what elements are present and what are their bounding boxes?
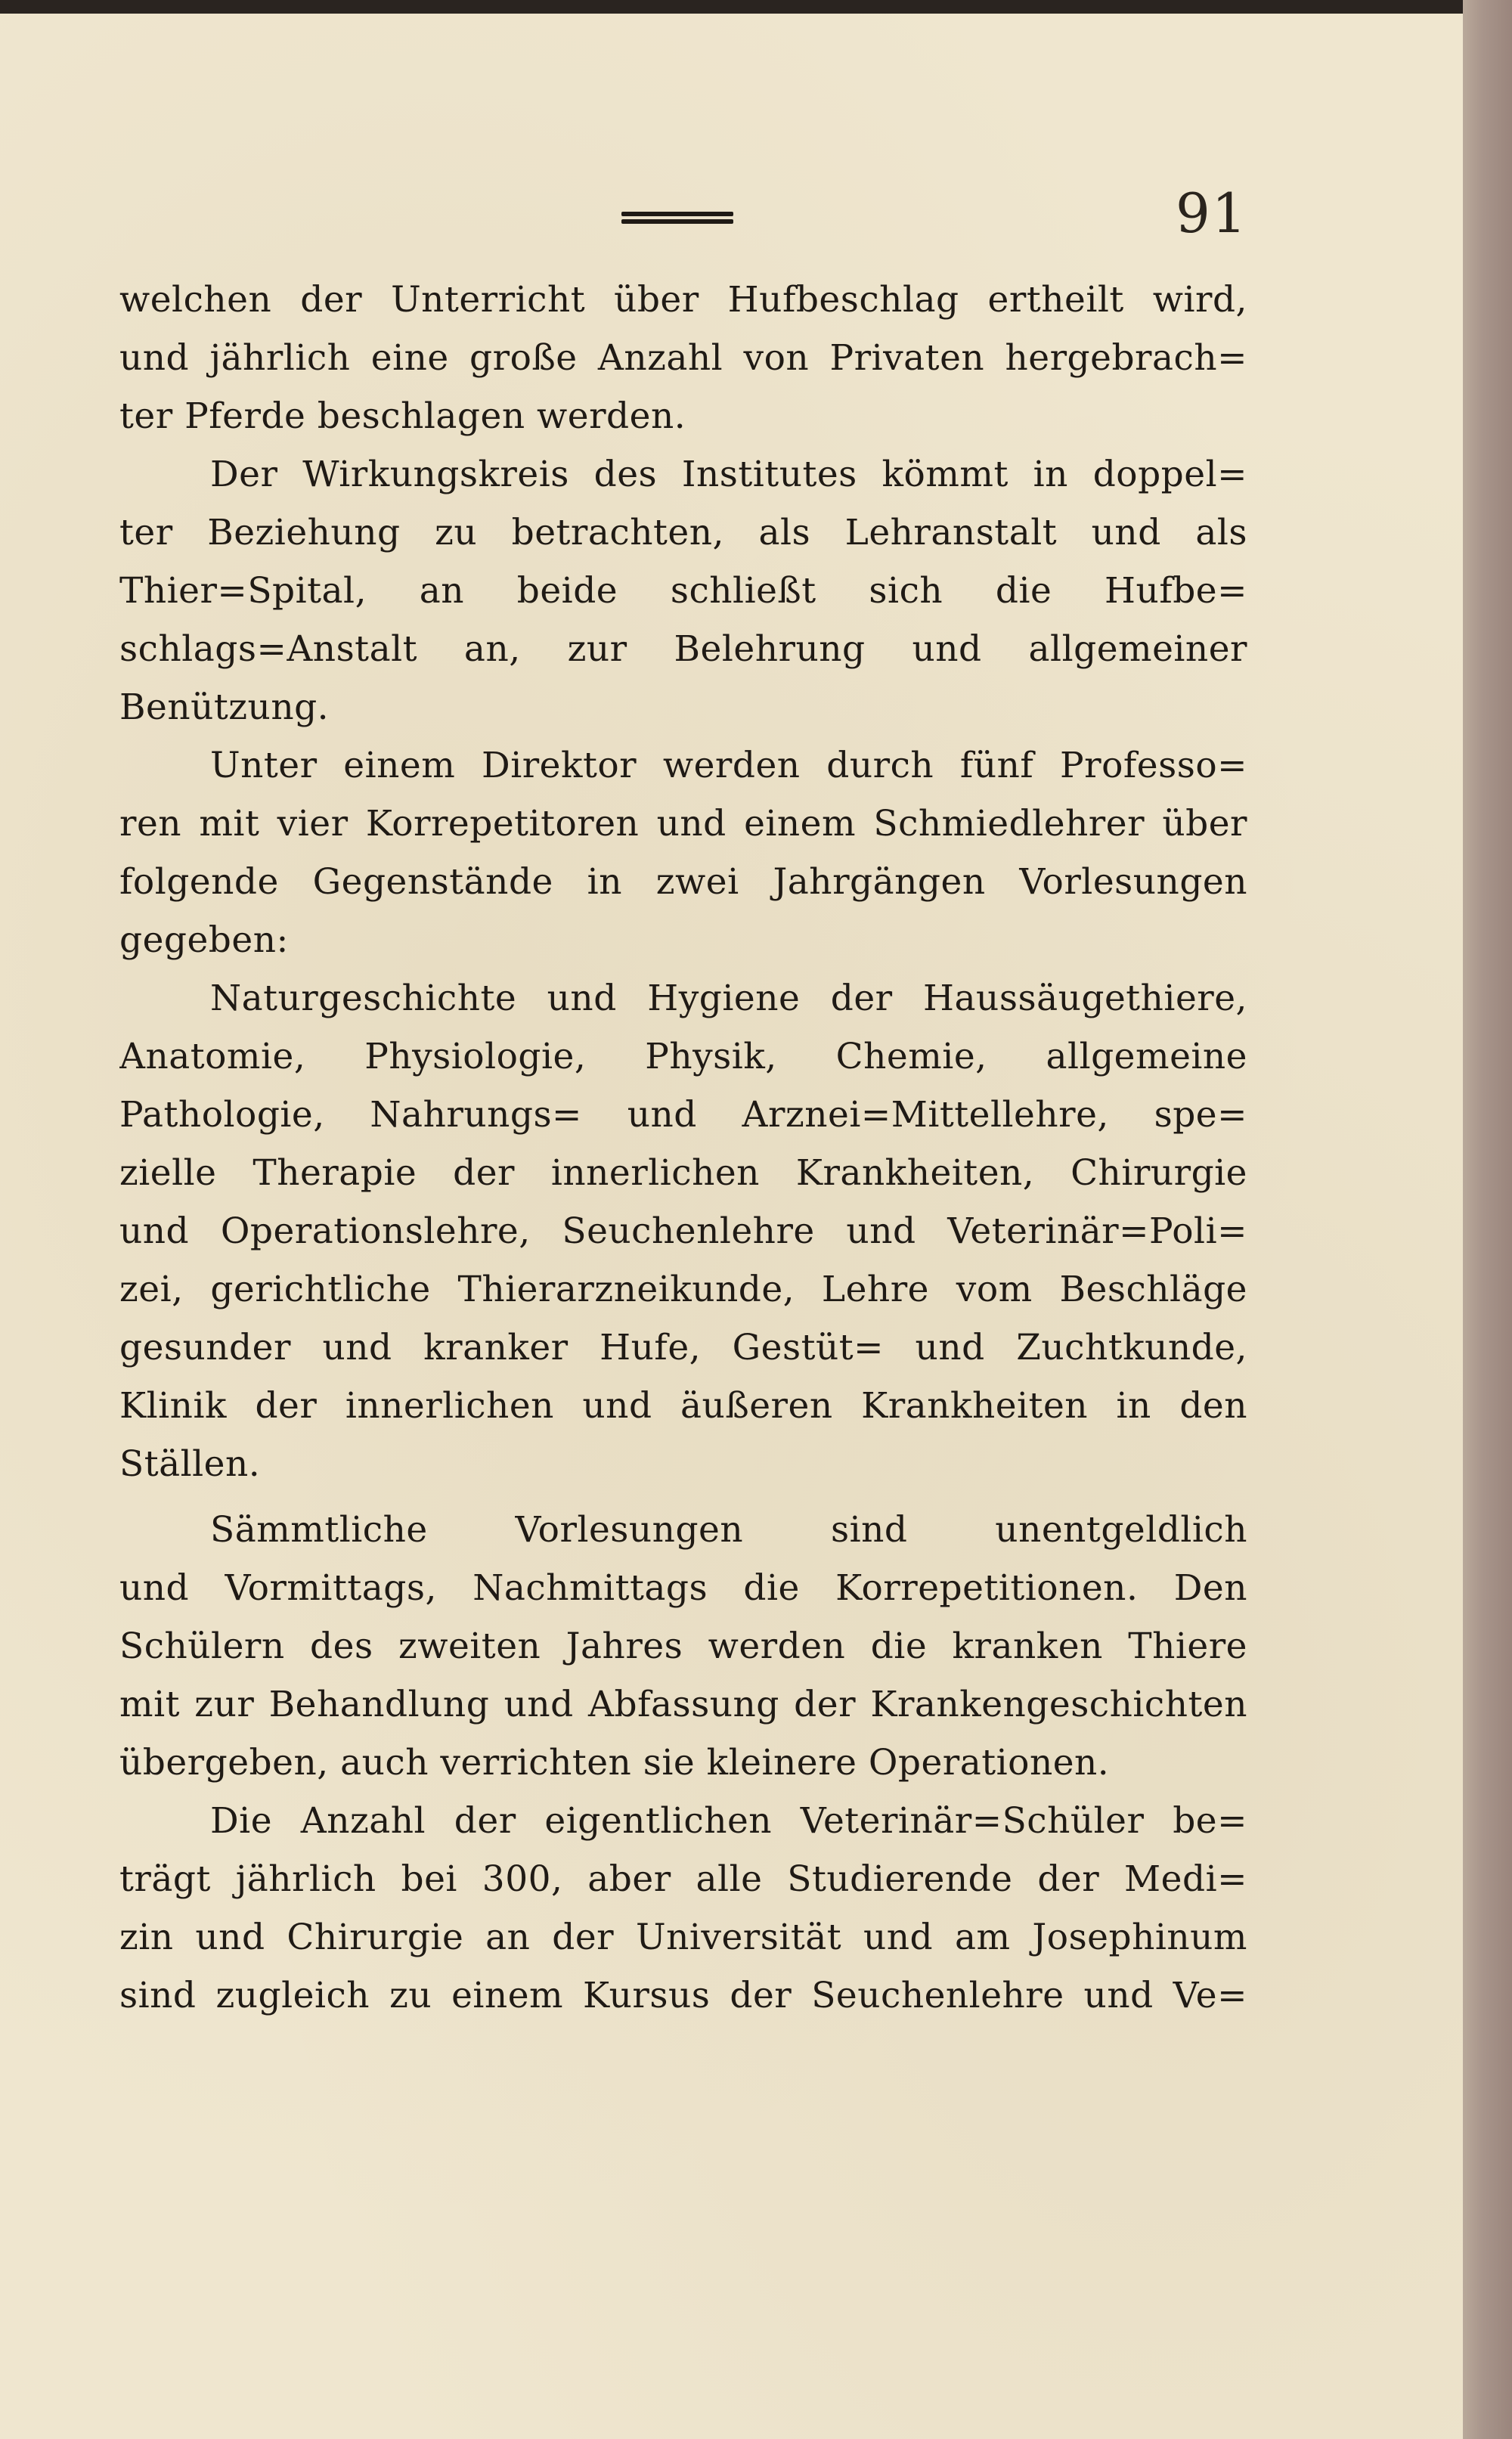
- text-line: und Vormittags, Nachmittags die Korrepetitionen. Den: [119, 1567, 1247, 1609]
- text-line: Klinik der innerlichen und äußeren Krankheiten in den: [119, 1385, 1247, 1427]
- text-line: zielle Therapie der innerlichen Krankheiten, Chirurgie: [119, 1152, 1247, 1194]
- text-line: Anatomie, Physiologie, Physik, Chemie, allgemeine: [119, 1036, 1247, 1077]
- text-line: übergeben, auch verrichten sie kleinere Operationen.: [119, 1742, 1110, 1784]
- text-line: gegeben:: [119, 919, 289, 961]
- text-line: und jährlich eine große Anzahl von Privaten hergebrach=: [119, 337, 1247, 379]
- text-line: zei, gerichtliche Thierarzneikunde, Lehre vom Beschläge: [119, 1269, 1247, 1310]
- text-line: Thier=Spital, an beide schließt sich die Hufbe=: [119, 570, 1247, 612]
- body-text: [119, 271, 1247, 2025]
- text-line: Naturgeschichte und Hygiene der Haussäugethiere,: [210, 978, 1247, 1019]
- text-line: ter Beziehung zu betrachten, als Lehranstalt und als: [119, 512, 1247, 553]
- text-line: und Operationslehre, Seuchenlehre und Veterinär=Poli=: [119, 1210, 1247, 1252]
- text-line: Sämmtliche Vorlesungen sind unentgeldlich: [210, 1509, 1247, 1551]
- text-line: mit zur Behandlung und Abfassung der Krankengeschichten: [119, 1684, 1247, 1725]
- text-line: Schülern des zweiten Jahres werden die kranken Thiere: [119, 1625, 1247, 1667]
- text-line: Unter einem Direktor werden durch fünf Professo=: [210, 745, 1247, 786]
- book-gutter-edge: [1463, 0, 1512, 2439]
- page-number: 91: [1176, 181, 1248, 245]
- text-line: Die Anzahl der eigentlichen Veterinär=Schüler be=: [210, 1800, 1247, 1842]
- text-line: zin und Chirurgie an der Universität und am Josephinum: [119, 1917, 1247, 1958]
- text-line: folgende Gegenstände in zwei Jahrgängen Vorlesungen: [119, 861, 1247, 903]
- text-line: Der Wirkungskreis des Institutes kömmt in doppel=: [210, 454, 1247, 495]
- text-line: schlags=Anstalt an, zur Belehrung und allgemeiner: [119, 628, 1247, 670]
- text-line: sind zugleich zu einem Kursus der Seuchenlehre und Ve=: [119, 1975, 1247, 2016]
- text-line: trägt jährlich bei 300, aber alle Studierende der Medi=: [119, 1858, 1247, 1900]
- text-line: welchen der Unterricht über Hufbeschlag ertheilt wird,: [119, 279, 1247, 321]
- text-line: Pathologie, Nahrungs= und Arznei=Mittellehre, spe=: [119, 1094, 1247, 1136]
- text-line: gesunder und kranker Hufe, Gestüt= und Zuchtkunde,: [119, 1327, 1247, 1368]
- text-line: ter Pferde beschlagen werden.: [119, 395, 686, 437]
- text-line: Benützung.: [119, 686, 330, 728]
- text-line: Ställen.: [119, 1443, 261, 1485]
- header-rule-ornament: [621, 212, 733, 228]
- text-line: ren mit vier Korrepetitoren und einem Schmiedlehrer über: [119, 803, 1247, 845]
- book-page: [0, 14, 1463, 2439]
